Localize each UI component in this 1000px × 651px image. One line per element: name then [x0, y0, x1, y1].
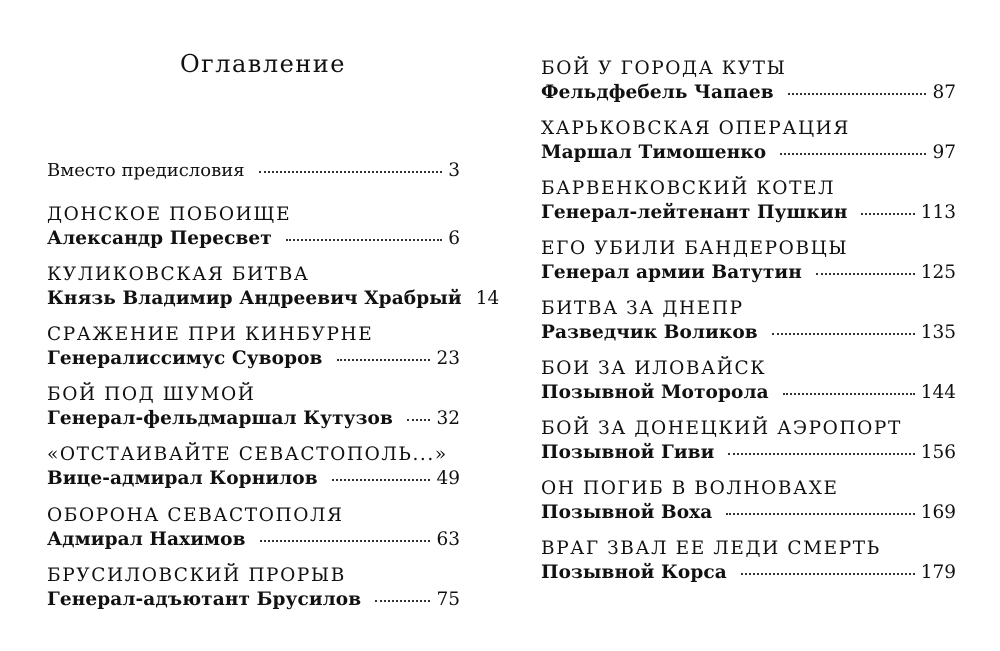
- toc-page-number: 179: [920, 562, 956, 583]
- toc-section-heading: ОН ПОГИБ В ВОЛНОВАХЕ: [541, 478, 839, 499]
- toc-entry[interactable]: [541, 58, 956, 106]
- toc-page-number: 75: [436, 589, 460, 610]
- toc-section-heading: БРУСИЛОВСКИЙ ПРОРЫВ: [47, 565, 346, 586]
- dot-leader: [783, 389, 915, 395]
- toc-page-number: 156: [920, 442, 956, 463]
- toc-entry-name: Разведчик Воликов: [541, 322, 758, 343]
- toc-section-heading: КУЛИКОВСКАЯ БИТВА: [47, 264, 310, 285]
- toc-entry-name: Адмирал Нахимов: [47, 529, 246, 550]
- toc-page-number: 63: [436, 529, 460, 550]
- toc-entry-name: Генералиссимус Суворов: [47, 348, 323, 369]
- toc-section-heading: ХАРЬКОВСКАЯ ОПЕРАЦИЯ: [541, 118, 850, 139]
- dot-leader: [407, 415, 431, 421]
- toc-section-heading: ЕГО УБИЛИ БАНДЕРОВЦЫ: [541, 238, 849, 259]
- dot-leader: [816, 269, 915, 275]
- toc-entry-name: Князь Владимир Андреевич Храбрый: [47, 288, 462, 309]
- toc-section-heading: ВРАГ ЗВАЛ ЕЕ ЛЕДИ СМЕРТЬ: [541, 538, 881, 559]
- toc-entry[interactable]: [541, 118, 956, 166]
- toc-page-number: 135: [920, 322, 956, 343]
- page-title: Оглавление: [180, 50, 346, 78]
- toc-entry[interactable]: [47, 444, 460, 492]
- toc-entry-name: Позывной Гиви: [541, 442, 715, 463]
- dot-leader: [375, 596, 430, 602]
- toc-entry-preface[interactable]: [47, 158, 460, 184]
- toc-entry-name: Позывной Моторола: [541, 382, 769, 403]
- toc-section-heading: БОЙ ЗА ДОНЕЦКИЙ АЭРОПОРТ: [541, 418, 902, 439]
- toc-page-number: 113: [920, 202, 956, 223]
- toc-section-heading: БАРВЕНКОВСКИЙ КОТЕЛ: [541, 178, 836, 199]
- toc-entry-name: Позывной Воха: [541, 502, 713, 523]
- toc-entry[interactable]: [47, 384, 460, 432]
- toc-page-number: 3: [448, 160, 460, 181]
- toc-entry[interactable]: [541, 358, 956, 406]
- toc-entry-name: Позывной Корса: [541, 562, 727, 583]
- toc-section-heading: БОЙ У ГОРОДА КУТЫ: [541, 58, 787, 79]
- dot-leader: [780, 149, 926, 155]
- toc-page-number: 49: [436, 468, 460, 489]
- toc-section-heading: СРАЖЕНИЕ ПРИ КИНБУРНЕ: [47, 324, 374, 345]
- toc-entry[interactable]: [47, 505, 460, 553]
- toc-entry[interactable]: [47, 565, 460, 613]
- toc-entry-name: Александр Пересвет: [47, 228, 272, 249]
- toc-page-number: 87: [932, 82, 956, 103]
- dot-leader: [260, 536, 431, 542]
- dot-leader: [772, 329, 915, 335]
- toc-entry[interactable]: [541, 178, 956, 226]
- toc-page-number: 97: [932, 142, 956, 163]
- toc-page-number: 169: [920, 502, 956, 523]
- toc-page-number: 23: [436, 348, 460, 369]
- toc-entry-name: Генерал-адъютант Брусилов: [47, 589, 362, 610]
- toc-page-number: 125: [920, 262, 956, 283]
- toc-entry[interactable]: [541, 538, 956, 586]
- toc-entry-name: Фельдфебель Чапаев: [541, 82, 774, 103]
- toc-entry[interactable]: [541, 418, 956, 466]
- dot-leader: [728, 449, 914, 455]
- toc-entry[interactable]: [47, 204, 460, 252]
- toc-entry-name: Генерал-фельдмаршал Кутузов: [47, 408, 393, 429]
- toc-page-number: 14: [475, 288, 500, 309]
- toc-entry[interactable]: [541, 478, 956, 526]
- dot-leader: [726, 509, 914, 515]
- toc-entry[interactable]: [47, 264, 500, 312]
- toc-page-number: 6: [448, 228, 460, 249]
- toc-entry-name: Генерал-лейтенант Пушкин: [541, 202, 848, 223]
- toc-page-number: 32: [436, 408, 460, 429]
- toc-entry-name: Вице-адмирал Корнилов: [47, 468, 318, 489]
- dot-leader: [337, 355, 431, 361]
- dot-leader: [259, 167, 443, 173]
- toc-section-heading: БОИ ЗА ИЛОВАЙСК: [541, 358, 767, 379]
- toc-entry-label: Вместо предисловия: [47, 160, 245, 181]
- toc-entry[interactable]: [541, 238, 956, 286]
- toc-entry[interactable]: [541, 298, 956, 346]
- toc-section-heading: «ОТСТАИВАЙТЕ СЕВАСТОПОЛЬ...»: [47, 444, 448, 465]
- toc-entry[interactable]: [47, 324, 460, 372]
- toc-entry-name: Генерал армии Ватутин: [541, 262, 802, 283]
- dot-leader: [861, 209, 914, 215]
- toc-page-number: 144: [920, 382, 956, 403]
- dot-leader: [332, 475, 431, 481]
- toc-section-heading: БИТВА ЗА ДНЕПР: [541, 298, 744, 319]
- toc-section-heading: БОЙ ПОД ШУМОЙ: [47, 384, 256, 405]
- toc-section-heading: ОБОРОНА СЕВАСТОПОЛЯ: [47, 505, 344, 526]
- toc-entry-name: Маршал Тимошенко: [541, 142, 767, 163]
- toc-section-heading: ДОНСКОЕ ПОБОИЩЕ: [47, 204, 292, 225]
- dot-leader: [286, 235, 442, 241]
- dot-leader: [788, 89, 927, 95]
- dot-leader: [741, 569, 915, 575]
